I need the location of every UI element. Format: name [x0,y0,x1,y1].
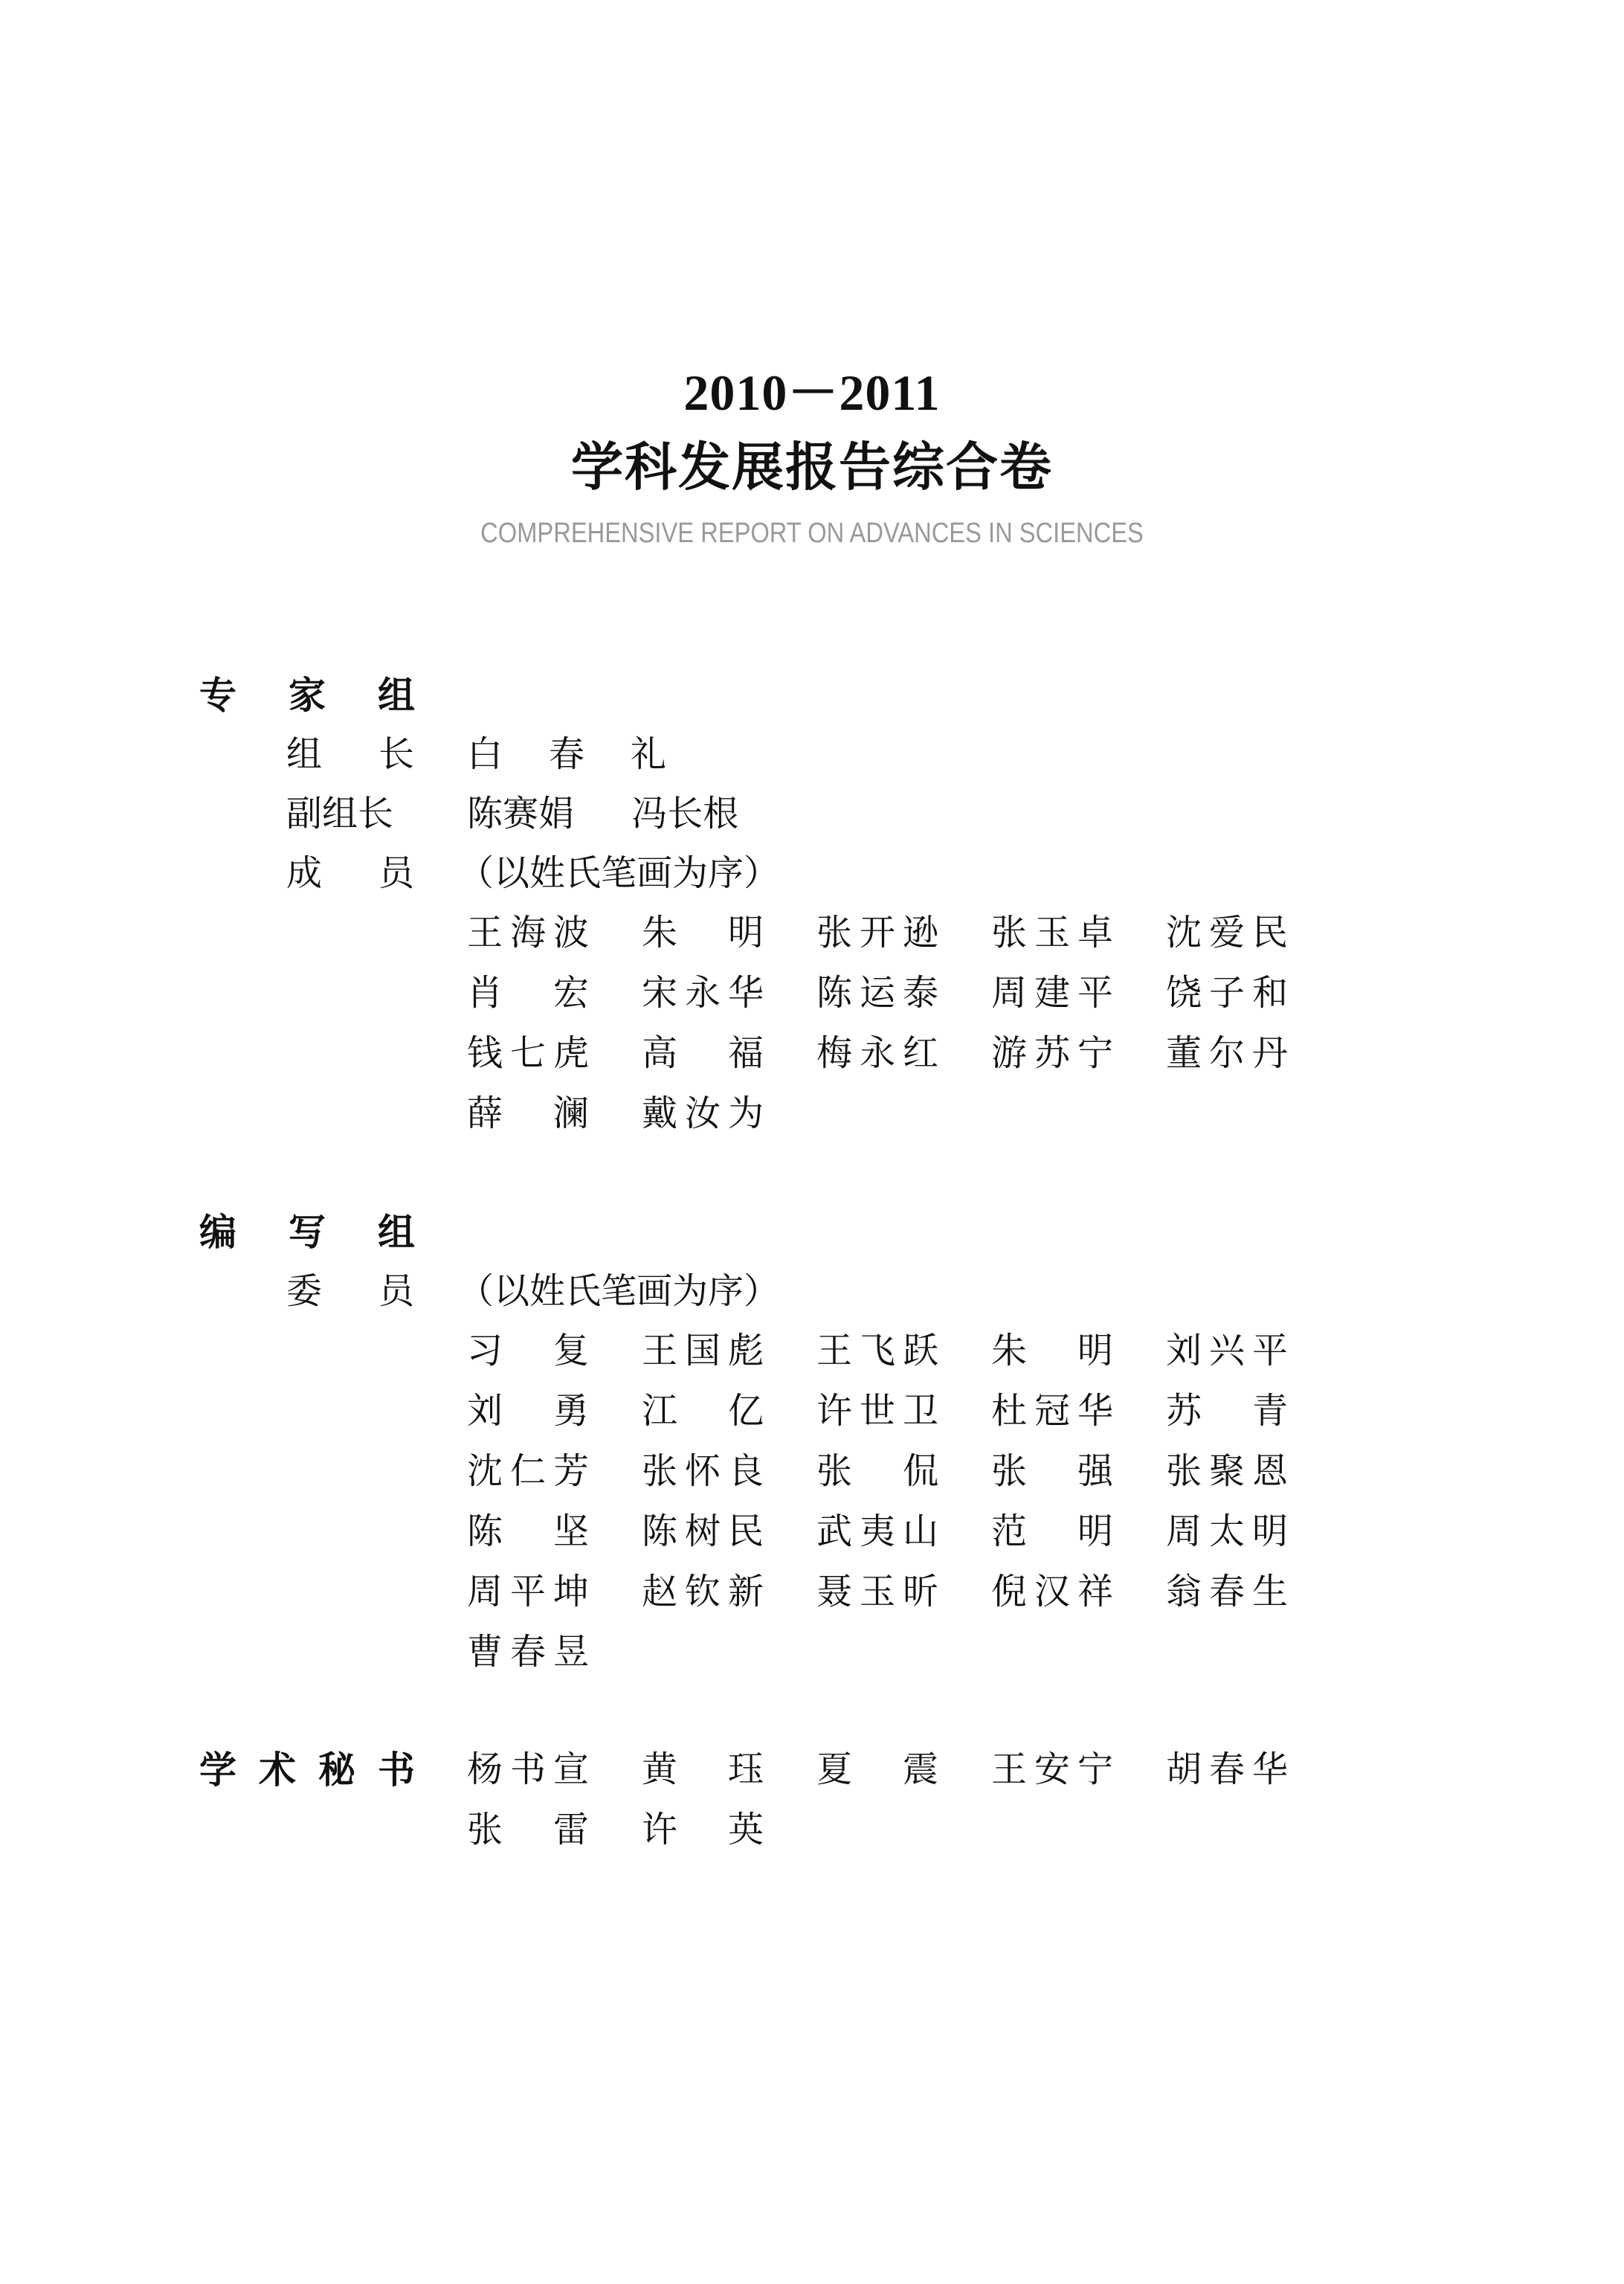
expert-group-label: 专 家 组 [199,674,415,717]
person-name: 张 雷 [467,1809,589,1850]
expert-members-list [467,911,1300,1135]
person-name: 许 英 [642,1809,764,1850]
person-name: 张 强 [991,1450,1113,1492]
leader-name [467,733,667,776]
secretary-label: 学 术 秘 书 [199,1749,415,1792]
person-name: 张 怀 良 [642,1450,764,1492]
person-name: 张 聚 恩 [1166,1450,1288,1492]
person-name: 薛 澜 [467,1093,589,1134]
deputy-name: 陈赛娟 [467,793,575,834]
writing-members-list [467,1329,1300,1673]
person-name: 周 建 平 [991,972,1113,1014]
person-name: 饶 子 和 [1166,972,1288,1014]
person-name: 沈 仁 芳 [467,1450,589,1492]
deputy-label: 副组长 [286,793,394,834]
person-name: 宋 永 华 [642,972,764,1014]
person-name: 翁 春 生 [1166,1571,1288,1612]
person-name: 高 福 [642,1032,764,1074]
person-name: 戴 汝 为 [642,1093,764,1134]
person-name: 许 世 卫 [816,1390,938,1432]
person-name: 曹 春 昱 [467,1631,589,1673]
person-name: 陈 运 泰 [816,972,938,1014]
person-name: 杨 书 宣 [467,1749,589,1790]
person-name: 聂 玉 昕 [816,1571,938,1612]
person-name: 范 明 [991,1511,1113,1552]
person-name: 张 开 逊 [816,912,938,953]
person-name: 倪 汉 祥 [991,1571,1113,1612]
deputy-names [467,792,784,835]
writing-group-label: 编 写 组 [199,1211,415,1254]
leader-label: 组 长 [286,733,414,775]
secretary-list [467,1748,1300,1851]
person-name: 王 国 彪 [642,1330,764,1371]
person-name: 陈 坚 [467,1511,589,1552]
person-name: 张 玉 卓 [991,912,1113,953]
member-label: 成 员 [286,852,414,894]
person-name: 习 复 [467,1330,589,1371]
person-name: 陈 树 民 [642,1511,764,1552]
person-name: 王 海 波 [467,912,589,953]
member-note: （以姓氏笔画为序） [458,852,780,894]
person-name: 苏 青 [1166,1390,1288,1432]
person-name: 赵 钦 新 [642,1571,764,1612]
person-name: 张 侃 [816,1450,938,1492]
person-name: 武 夷 山 [816,1511,938,1552]
title-main: 学科发展报告综合卷 [571,437,1053,498]
person-name: 游 苏 宁 [991,1032,1113,1074]
person-name: 江 亿 [642,1390,764,1432]
committee-label: 委 员 [286,1270,414,1312]
person-name: 刘 兴 平 [1166,1330,1288,1371]
title-year: 2010－2011 [683,364,941,421]
person-name: 肖 宏 [467,972,589,1014]
person-name: 周 平 坤 [467,1571,589,1612]
person-name: 钱 七 虎 [467,1032,589,1074]
person-name: 梅 永 红 [816,1032,938,1074]
person-name: 夏 震 [816,1749,938,1790]
person-name: 董 尔 丹 [1166,1032,1288,1074]
deputy-name: 冯长根 [631,793,739,834]
committee-note: （以姓氏笔画为序） [458,1270,780,1312]
person-name: 周 太 明 [1166,1511,1288,1552]
leader: 白 春 礼 [467,733,667,775]
person-name: 杜 冠 华 [991,1390,1113,1432]
person-name: 沈 爱 民 [1166,912,1288,953]
person-name: 朱 明 [991,1330,1113,1371]
person-name: 刘 勇 [467,1390,589,1432]
person-name: 王 飞 跃 [816,1330,938,1371]
person-name: 朱 明 [642,912,764,953]
title-english: COMPREHENSIVE REPORT ON ADVANCES IN SCIENCES [480,518,1144,549]
person-name: 胡 春 华 [1166,1749,1288,1790]
person-name: 王 安 宁 [991,1749,1113,1790]
person-name: 黄 珏 [642,1749,764,1790]
